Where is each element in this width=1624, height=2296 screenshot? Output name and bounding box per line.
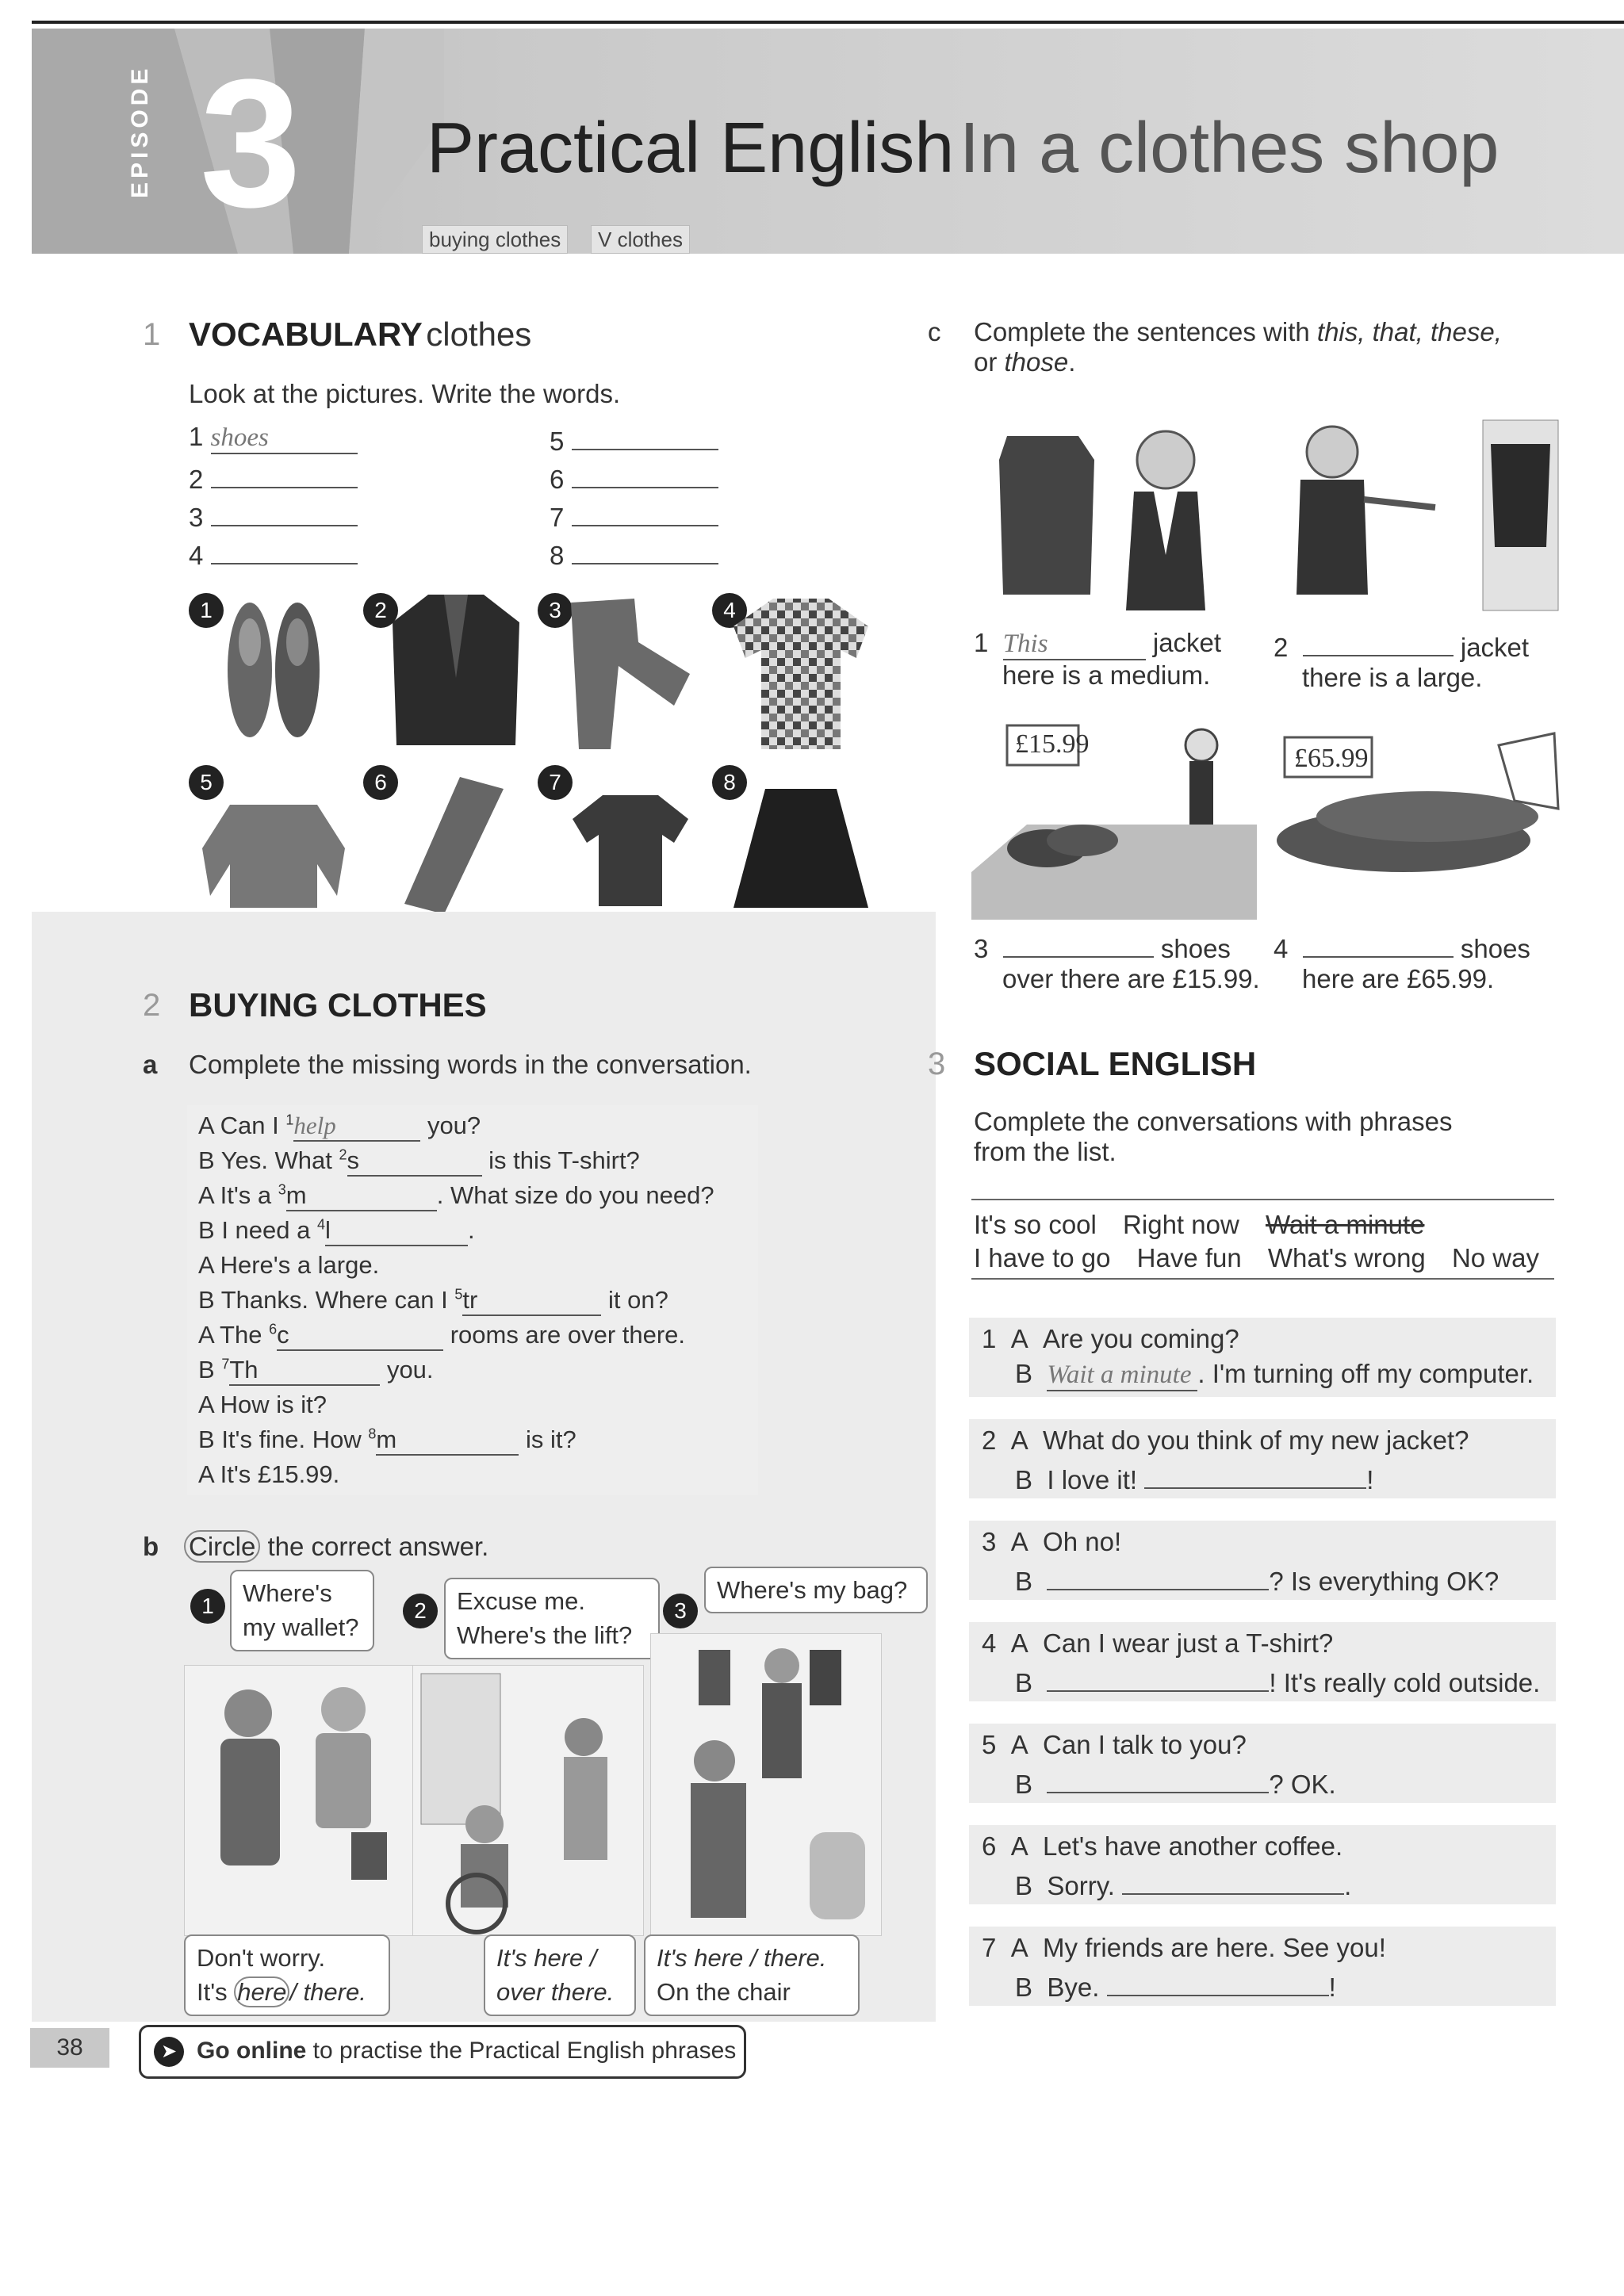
phrase-answer-field[interactable] xyxy=(1047,1663,1269,1692)
vocab-heading-rest: clothes xyxy=(426,316,532,353)
line-text: ? Is everything OK? xyxy=(1269,1567,1500,1596)
gap-answer-field[interactable]: Th xyxy=(229,1356,380,1386)
instruction-words: this, that, these, xyxy=(1316,317,1502,346)
clothes-pictures xyxy=(182,587,880,920)
tag-vocab-clothes: V clothes xyxy=(591,225,690,254)
vocab-item xyxy=(189,498,358,533)
line-text: Can I talk to you? xyxy=(1043,1730,1247,1759)
demonstrative-answer-field[interactable]: This xyxy=(1003,629,1146,660)
circle-word: Circle xyxy=(184,1530,260,1563)
speaker: A xyxy=(198,1460,213,1488)
speaker: A xyxy=(198,1251,213,1279)
picture-number: 3 xyxy=(538,593,573,628)
gap-answer-field[interactable]: l xyxy=(325,1216,468,1246)
speaker: B xyxy=(198,1356,215,1383)
instruction-text: Complete the conversations with phrases xyxy=(974,1107,1453,1136)
phrase-item: It's so cool xyxy=(974,1210,1097,1239)
answer-options[interactable]: It's here / there. xyxy=(657,1944,827,1972)
line-text: Can I wear just a T-shirt? xyxy=(1043,1628,1334,1658)
picture-number: 2 xyxy=(363,593,398,628)
exercise-letter: c xyxy=(928,317,941,346)
instruction-words: those xyxy=(1004,347,1069,377)
gap-answer-field[interactable]: m xyxy=(376,1425,519,1456)
item-number: 7 xyxy=(550,503,565,532)
demonstratives-item-1 xyxy=(974,628,1221,691)
conversation-line xyxy=(198,1146,640,1177)
speaker: A xyxy=(198,1321,213,1349)
instruction-text: from the list. xyxy=(974,1137,1116,1166)
phrase-item: No way xyxy=(1451,1243,1539,1272)
item-number: 4 xyxy=(189,541,204,570)
line-text: ? OK. xyxy=(1269,1770,1336,1799)
item-number: 4 xyxy=(982,1628,997,1658)
conversation-line xyxy=(198,1460,339,1489)
shirt-icon xyxy=(730,595,872,753)
answer-bubble xyxy=(644,1934,860,2016)
go-online-bold: Go online xyxy=(197,2038,307,2064)
gap-answer-field[interactable]: c xyxy=(277,1321,443,1351)
line-text: I love it! xyxy=(1047,1465,1145,1494)
vocab-instruction: Look at the pictures. Write the words. xyxy=(189,379,621,408)
conversation-b-line: B ! It's really cold outside. xyxy=(1015,1663,1540,1698)
item-text: shoes xyxy=(1160,934,1231,963)
phrase-item: Right now xyxy=(1123,1210,1239,1239)
conversation-b-line: B Bye. ! xyxy=(1015,1968,1336,2003)
gap-number: 1 xyxy=(285,1112,294,1128)
item-number: 3 xyxy=(982,1527,997,1556)
line-text: it on? xyxy=(601,1286,668,1314)
question-bubble: Where's my bag? xyxy=(704,1567,928,1613)
line-text: Here's a large. xyxy=(220,1251,380,1279)
answer-options xyxy=(197,1975,377,2009)
episode-number: 3 xyxy=(200,41,301,245)
line-text: I need a xyxy=(221,1216,317,1244)
buying-b-instruction xyxy=(184,1532,488,1562)
item-number: 3 xyxy=(974,934,989,963)
gap-number: 3 xyxy=(278,1181,286,1198)
line-text: . I'm turning off my computer. xyxy=(1197,1359,1534,1388)
vocab-item xyxy=(550,422,718,457)
line-text: you. xyxy=(380,1356,434,1383)
line-text: Sorry. xyxy=(1047,1871,1123,1900)
conversation-b-line: B ? OK. xyxy=(1015,1765,1336,1800)
picture-number: 8 xyxy=(712,765,747,800)
vocab-item xyxy=(189,460,358,495)
gap-number: 5 xyxy=(454,1286,463,1303)
vocab-item xyxy=(550,498,718,533)
gap-answer-field[interactable]: s xyxy=(347,1146,482,1177)
phrase-list-top-rule xyxy=(971,1199,1554,1200)
demonstrative-answer-field[interactable] xyxy=(1303,929,1454,958)
scene-illustration xyxy=(412,1665,644,1936)
demonstratives-item-4 xyxy=(1274,929,1530,994)
answer-option-there[interactable]: / there. xyxy=(289,1978,366,2007)
section-number: 3 xyxy=(928,1047,946,1081)
page-subtitle: In a clothes shop xyxy=(959,109,1500,188)
line-text: . What size do you need? xyxy=(436,1181,714,1209)
phrase-item: I have to go xyxy=(974,1243,1111,1272)
phrase-list xyxy=(974,1210,1539,1273)
answer-option-here[interactable]: here xyxy=(234,1976,289,2007)
exercise-letter: b xyxy=(143,1532,159,1561)
conversation-b-line: B Wait a minute . I'm turning off my computer. xyxy=(1015,1359,1534,1391)
picture-number: 4 xyxy=(712,593,747,628)
gap-answer-field[interactable]: m xyxy=(286,1181,437,1211)
line-text: Can I xyxy=(220,1112,286,1139)
line-text: Are you coming? xyxy=(1043,1324,1239,1353)
price-tag-2: £65.99 xyxy=(1294,744,1369,773)
line-text: It's a xyxy=(220,1181,278,1209)
item-number: 5 xyxy=(550,427,565,456)
conversation-a-line: 1 A Are you coming? xyxy=(982,1324,1239,1353)
line-text: It's £15.99. xyxy=(220,1460,340,1488)
conversation-line xyxy=(198,1216,475,1246)
instruction-text: the correct answer. xyxy=(260,1532,489,1561)
gap-number: 2 xyxy=(339,1146,347,1163)
line-text: Let's have another coffee. xyxy=(1043,1831,1343,1861)
line-text: ! It's really cold outside. xyxy=(1269,1668,1541,1697)
item-text: shoes xyxy=(1460,934,1530,963)
demonstratives-item-3 xyxy=(974,929,1260,994)
go-online-text xyxy=(197,2038,736,2064)
gap-answer-field[interactable]: help xyxy=(293,1112,420,1142)
section-number: 1 xyxy=(143,317,161,352)
picture-number: 5 xyxy=(189,765,224,800)
line-text: . xyxy=(1344,1871,1352,1900)
cursor-icon: ➤ xyxy=(154,2037,184,2067)
sweater-icon xyxy=(198,801,349,912)
instruction-text: Complete the sentences with xyxy=(974,317,1317,346)
item-number: 5 xyxy=(982,1730,997,1759)
phrase-answer-field[interactable] xyxy=(1047,1562,1269,1590)
vocab-answer-field[interactable] xyxy=(211,536,358,564)
item-text: jacket xyxy=(1152,628,1222,657)
gap-number: 6 xyxy=(269,1321,278,1337)
conversation-b-line: B Sorry. . xyxy=(1015,1866,1351,1901)
question-bubble: Excuse me. Where's the lift? xyxy=(444,1578,660,1659)
item-number: 3 xyxy=(189,503,204,532)
item-text: over there are £15.99. xyxy=(1002,964,1260,993)
answer-text: It's xyxy=(197,1978,235,2007)
picture-number: 7 xyxy=(538,765,573,800)
answer-option-over-there[interactable]: over there. xyxy=(496,1978,615,2007)
go-online-banner[interactable] xyxy=(139,2025,746,2079)
conversation-line xyxy=(198,1112,481,1142)
vocab-answer-field[interactable] xyxy=(211,498,358,526)
demonstratives-item-2 xyxy=(1274,628,1529,693)
phrase-list-bottom-rule xyxy=(971,1278,1554,1280)
item-text: there is a large. xyxy=(1302,663,1483,692)
vocab-heading-bold: VOCABULARY xyxy=(189,316,423,353)
phrase-item: Have fun xyxy=(1136,1243,1242,1272)
speaker: B xyxy=(198,1216,215,1244)
picture-number: 6 xyxy=(363,765,398,800)
buying-a-instruction: Complete the missing words in the conversation. xyxy=(189,1050,752,1079)
phrase-row xyxy=(974,1210,1539,1240)
demonstratives-instruction xyxy=(974,317,1576,377)
scene-number: 2 xyxy=(403,1594,438,1628)
vocab-item xyxy=(189,536,358,571)
line-text: Bye. xyxy=(1047,1973,1107,2002)
salesman-jacket-here-illustration xyxy=(991,412,1261,618)
page-number: 38 xyxy=(30,2028,109,2068)
line-text: My friends are here. See you! xyxy=(1043,1933,1386,1962)
vocab-answer-field[interactable] xyxy=(572,460,718,488)
line-text: What do you think of my new jacket? xyxy=(1043,1425,1469,1455)
answer-bubble xyxy=(184,1934,390,2016)
line-text: It's fine. How xyxy=(221,1425,369,1453)
tshirt-icon xyxy=(571,791,690,910)
conversation-a-line: 4 A Can I wear just a T-shirt? xyxy=(982,1628,1334,1658)
instruction-text: . xyxy=(1068,347,1076,377)
demonstrative-answer-field[interactable] xyxy=(1003,929,1154,958)
conversation-a-line: 2 A What do you think of my new jacket? xyxy=(982,1425,1469,1455)
vocab-answer-field[interactable] xyxy=(572,422,718,450)
phrase-answer-field[interactable]: Wait a minute xyxy=(1047,1360,1197,1391)
conversation-line xyxy=(198,1251,379,1280)
line-text: How is it? xyxy=(220,1391,327,1418)
line-text: Yes. What xyxy=(220,1146,339,1174)
item-number: 8 xyxy=(550,541,565,570)
line-text: Thanks. Where can I xyxy=(220,1286,455,1314)
line-text: . xyxy=(467,1216,475,1244)
item-text: here are £65.99. xyxy=(1302,964,1495,993)
phrase-row xyxy=(974,1243,1539,1273)
gap-number: 7 xyxy=(221,1356,230,1372)
gap-number: 8 xyxy=(368,1425,377,1442)
item-number: 2 xyxy=(982,1425,997,1455)
line-text: ! xyxy=(1366,1465,1374,1494)
answer-text: Don't worry. xyxy=(197,1944,326,1972)
conversation-line xyxy=(198,1356,434,1386)
social-instruction xyxy=(974,1107,1452,1167)
phrase-item-used: Wait a minute xyxy=(1265,1210,1425,1239)
item-number: 1 xyxy=(974,628,989,657)
jeans-icon xyxy=(563,595,698,753)
item-text: jacket xyxy=(1460,633,1530,662)
scene-number: 1 xyxy=(190,1589,225,1624)
picture-number: 1 xyxy=(189,593,224,628)
conversation-a-line: 3 A Oh no! xyxy=(982,1527,1122,1556)
line-text: ! xyxy=(1328,1973,1336,2002)
conversation-line xyxy=(198,1181,714,1211)
phrase-answer-field[interactable] xyxy=(1107,1968,1329,1996)
item-number: 2 xyxy=(189,465,204,494)
conversation-b-line: B ? Is everything OK? xyxy=(1015,1562,1499,1597)
question-bubble: Where's my wallet? xyxy=(230,1570,374,1651)
go-online-rest: to practise the Practical English phrases xyxy=(306,2038,737,2064)
line-text: rooms are over there. xyxy=(443,1321,686,1349)
item-number: 2 xyxy=(1274,633,1289,662)
vocab-item xyxy=(550,460,718,495)
pants-icon xyxy=(389,773,508,916)
line-text: The xyxy=(220,1321,270,1349)
item-number: 6 xyxy=(550,465,565,494)
line-text: is it? xyxy=(519,1425,576,1453)
phrase-item: What's wrong xyxy=(1267,1243,1426,1272)
salesman-jacket-there-illustration xyxy=(1277,412,1562,618)
vocab-item xyxy=(189,422,358,454)
gap-answer-field[interactable]: tr xyxy=(462,1286,601,1316)
line-text: you? xyxy=(420,1112,481,1139)
conversation-line xyxy=(198,1321,685,1351)
tag-buying-clothes: buying clothes xyxy=(422,225,568,254)
shoes-over-there-illustration xyxy=(971,714,1257,920)
vocab-answer-field[interactable] xyxy=(211,460,358,488)
line-text: Oh no! xyxy=(1043,1527,1122,1556)
vocab-item xyxy=(550,536,718,571)
conversation-line xyxy=(198,1286,668,1316)
vocab-heading xyxy=(189,316,531,354)
answer-option-here[interactable]: It's here / xyxy=(496,1944,597,1972)
item-number: 4 xyxy=(1274,934,1289,963)
item-number: 1 xyxy=(982,1324,997,1353)
item-number: 7 xyxy=(982,1933,997,1962)
conversation-a-line: 6 A Let's have another coffee. xyxy=(982,1831,1343,1861)
scene-illustration xyxy=(650,1633,882,1936)
jacket-icon xyxy=(389,591,523,749)
phrase-answer-field[interactable] xyxy=(1144,1460,1366,1489)
episode-label: EPISODE xyxy=(127,64,153,198)
top-rule xyxy=(32,21,1624,24)
phrase-answer-field[interactable] xyxy=(1122,1866,1344,1895)
speaker: B xyxy=(198,1425,215,1453)
item-text: here is a medium. xyxy=(1002,660,1211,690)
line-text: is this T-shirt? xyxy=(481,1146,640,1174)
conversation-a-line: 7 A My friends are here. See you! xyxy=(982,1933,1386,1962)
shoes-icon xyxy=(214,595,333,745)
gap-number: 4 xyxy=(316,1216,325,1233)
scene-illustration xyxy=(184,1665,431,1936)
speaker: B xyxy=(198,1286,215,1314)
scene-number: 3 xyxy=(663,1594,698,1628)
social-heading: SOCIAL ENGLISH xyxy=(974,1045,1257,1082)
vocab-answer-field[interactable]: shoes xyxy=(211,423,358,454)
item-number: 6 xyxy=(982,1831,997,1861)
answer-bubble xyxy=(484,1934,636,2016)
speaker: A xyxy=(198,1112,213,1139)
answer-text: On the chair xyxy=(657,1978,791,2007)
conversation-a-line: 5 A Can I talk to you? xyxy=(982,1730,1247,1759)
vocab-answer-field[interactable] xyxy=(572,498,718,526)
conversation-line xyxy=(198,1425,576,1456)
instruction-text: or xyxy=(974,347,1005,377)
vocab-answer-field[interactable] xyxy=(572,536,718,564)
speaker: A xyxy=(198,1181,213,1209)
exercise-letter: a xyxy=(143,1050,158,1079)
speaker: A xyxy=(198,1391,213,1418)
speaker: B xyxy=(198,1146,215,1174)
demonstrative-answer-field[interactable] xyxy=(1303,628,1454,656)
skirt-icon xyxy=(730,785,872,912)
page-title: Practical English xyxy=(427,109,955,188)
section-number: 2 xyxy=(143,988,161,1023)
price-tag-1: £15.99 xyxy=(1015,729,1090,759)
buying-heading: BUYING CLOTHES xyxy=(189,986,487,1024)
conversation-line xyxy=(198,1391,327,1419)
item-number: 1 xyxy=(189,422,204,451)
conversation-b-line: B I love it! ! xyxy=(1015,1460,1373,1495)
phrase-answer-field[interactable] xyxy=(1047,1765,1269,1793)
